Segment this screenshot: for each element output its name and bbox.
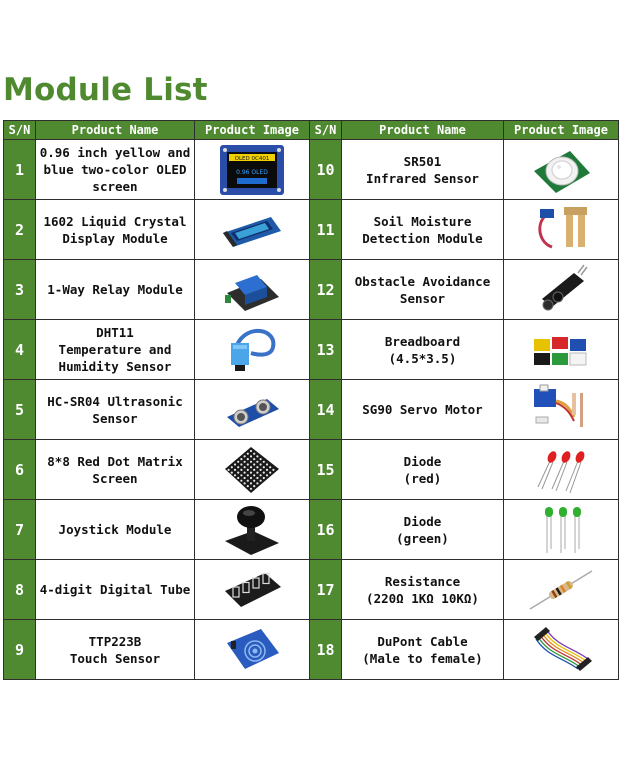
product-name: HC-SR04 Ultrasonic Sensor — [36, 380, 195, 440]
header-product-name: Product Name — [342, 121, 504, 140]
product-image — [504, 620, 619, 680]
table-row — [4, 380, 619, 440]
matrix-dot — [231, 466, 233, 468]
dot-matrix-icon — [217, 443, 287, 497]
matrix-dot — [247, 479, 249, 481]
soil-sensor-icon — [526, 203, 596, 257]
matrix-dot — [240, 479, 242, 481]
matrix-dot — [253, 458, 255, 460]
product-name: 4-digit Digital Tube — [36, 560, 195, 620]
header-product-image: Product Image — [504, 121, 619, 140]
servo-motor-icon — [526, 383, 596, 437]
serial-number: 14 — [310, 380, 342, 440]
header-sn: S/N — [310, 121, 342, 140]
matrix-dot — [253, 479, 255, 481]
serial-number: 5 — [4, 380, 36, 440]
matrix-dot — [256, 482, 258, 484]
matrix-dot — [253, 452, 255, 454]
module-table — [3, 120, 619, 680]
matrix-dot — [234, 474, 236, 476]
serial-number: 7 — [4, 500, 36, 560]
product-name: SG90 Servo Motor — [342, 380, 504, 440]
touch-sensor-icon — [217, 623, 287, 677]
resistor-icon — [526, 563, 596, 617]
matrix-dot — [234, 468, 236, 470]
matrix-dot — [244, 460, 246, 462]
oled-screen-icon — [217, 143, 287, 197]
matrix-dot — [240, 463, 242, 465]
serial-number: 10 — [310, 140, 342, 200]
product-image — [504, 500, 619, 560]
matrix-dot — [250, 482, 252, 484]
matrix-dot — [237, 466, 239, 468]
table-row — [4, 200, 619, 260]
matrix-dot — [247, 468, 249, 470]
serial-number: 6 — [4, 440, 36, 500]
matrix-dot — [234, 463, 236, 465]
oled-body-text: 0.96 OLED — [236, 168, 268, 176]
breadboard-icon — [526, 323, 596, 377]
serial-number: 15 — [310, 440, 342, 500]
table-row — [4, 560, 619, 620]
matrix-dot — [256, 476, 258, 478]
matrix-dot — [263, 460, 265, 462]
matrix-dot — [272, 468, 274, 470]
product-name: 8*8 Red Dot Matrix Screen — [36, 440, 195, 500]
matrix-dot — [237, 471, 239, 473]
matrix-dot — [250, 487, 252, 489]
table-row — [4, 260, 619, 320]
matrix-dot — [253, 474, 255, 476]
matrix-dot — [263, 476, 265, 478]
matrix-dot — [269, 466, 271, 468]
matrix-dot — [260, 474, 262, 476]
page-title: Module List — [3, 72, 208, 108]
product-image — [195, 500, 310, 560]
product-image — [504, 440, 619, 500]
table-row — [4, 320, 619, 380]
product-image — [504, 260, 619, 320]
serial-number: 1 — [4, 140, 36, 200]
matrix-dot — [247, 485, 249, 487]
matrix-dot — [250, 455, 252, 457]
matrix-dot — [253, 463, 255, 465]
red-led-icon — [526, 443, 596, 497]
serial-number: 16 — [310, 500, 342, 560]
relay-module-icon — [217, 263, 287, 317]
matrix-dot — [253, 468, 255, 470]
product-image — [195, 140, 310, 200]
product-name: Soil Moisture Detection Module — [342, 200, 504, 260]
matrix-dot — [260, 468, 262, 470]
serial-number: 2 — [4, 200, 36, 260]
dupont-cable-icon — [526, 623, 596, 677]
matrix-dot — [240, 468, 242, 470]
serial-number: 4 — [4, 320, 36, 380]
serial-number: 17 — [310, 560, 342, 620]
product-image — [195, 620, 310, 680]
matrix-dot — [228, 468, 230, 470]
table-row — [4, 440, 619, 500]
pir-sensor-icon — [526, 143, 596, 197]
serial-number: 3 — [4, 260, 36, 320]
digital-tube-icon — [217, 563, 287, 617]
product-image — [195, 380, 310, 440]
matrix-dot — [247, 474, 249, 476]
matrix-dot — [266, 474, 268, 476]
product-name: Resistance (220Ω 1KΩ 10KΩ) — [342, 560, 504, 620]
serial-number: 11 — [310, 200, 342, 260]
header-product-name: Product Name — [36, 121, 195, 140]
product-name: 0.96 inch yellow and blue two-color OLED screen — [36, 140, 195, 200]
product-name: Diode (green) — [342, 500, 504, 560]
matrix-dot — [247, 463, 249, 465]
matrix-dot — [250, 466, 252, 468]
product-image — [195, 560, 310, 620]
product-name: 1602 Liquid Crystal Display Module — [36, 200, 195, 260]
serial-number: 18 — [310, 620, 342, 680]
matrix-dot — [250, 476, 252, 478]
matrix-dot — [250, 471, 252, 473]
product-image — [195, 440, 310, 500]
product-name: Obstacle Avoidance Sensor — [342, 260, 504, 320]
matrix-dot — [260, 463, 262, 465]
matrix-dot — [247, 452, 249, 454]
matrix-dot — [263, 471, 265, 473]
product-name: Diode (red) — [342, 440, 504, 500]
matrix-dot — [256, 471, 258, 473]
product-name: SR501 Infrared Sensor — [342, 140, 504, 200]
product-name: 1-Way Relay Module — [36, 260, 195, 320]
matrix-dot — [237, 476, 239, 478]
product-name: DHT11 Temperature and Humidity Sensor — [36, 320, 195, 380]
obstacle-sensor-icon — [526, 263, 596, 317]
matrix-dot — [240, 458, 242, 460]
product-name: TTP223B Touch Sensor — [36, 620, 195, 680]
joystick-icon — [217, 503, 287, 557]
table-row — [4, 500, 619, 560]
matrix-dot — [269, 471, 271, 473]
matrix-dot — [244, 466, 246, 468]
product-image — [504, 140, 619, 200]
matrix-dot — [260, 458, 262, 460]
serial-number: 8 — [4, 560, 36, 620]
lcd-module-icon — [217, 203, 287, 257]
header-product-image: Product Image — [195, 121, 310, 140]
matrix-dot — [244, 476, 246, 478]
matrix-dot — [237, 460, 239, 462]
product-image — [504, 380, 619, 440]
ultrasonic-sensor-icon — [217, 383, 287, 437]
matrix-dot — [256, 460, 258, 462]
product-name: DuPont Cable (Male to female) — [342, 620, 504, 680]
table-row — [4, 140, 619, 200]
dht11-sensor-icon — [217, 323, 287, 377]
product-name: Joystick Module — [36, 500, 195, 560]
product-image — [504, 320, 619, 380]
product-name: Breadboard (4.5*3.5) — [342, 320, 504, 380]
product-image — [504, 560, 619, 620]
green-led-icon — [526, 503, 596, 557]
oled-header-text: OLED 0C401 — [234, 155, 270, 162]
serial-number: 9 — [4, 620, 36, 680]
table-row — [4, 620, 619, 680]
product-image — [195, 260, 310, 320]
matrix-dot — [266, 468, 268, 470]
matrix-dot — [253, 485, 255, 487]
product-image — [504, 200, 619, 260]
serial-number: 13 — [310, 320, 342, 380]
matrix-dot — [250, 460, 252, 462]
product-image — [195, 200, 310, 260]
product-image — [195, 320, 310, 380]
matrix-dot — [247, 458, 249, 460]
matrix-dot — [256, 466, 258, 468]
matrix-dot — [244, 455, 246, 457]
matrix-dot — [250, 449, 252, 451]
table-header-row — [4, 121, 619, 140]
header-sn: S/N — [4, 121, 36, 140]
matrix-dot — [266, 463, 268, 465]
matrix-dot — [240, 474, 242, 476]
matrix-dot — [256, 455, 258, 457]
serial-number: 12 — [310, 260, 342, 320]
matrix-dot — [260, 479, 262, 481]
matrix-dot — [263, 466, 265, 468]
matrix-dot — [244, 471, 246, 473]
matrix-dot — [231, 471, 233, 473]
matrix-dot — [244, 482, 246, 484]
